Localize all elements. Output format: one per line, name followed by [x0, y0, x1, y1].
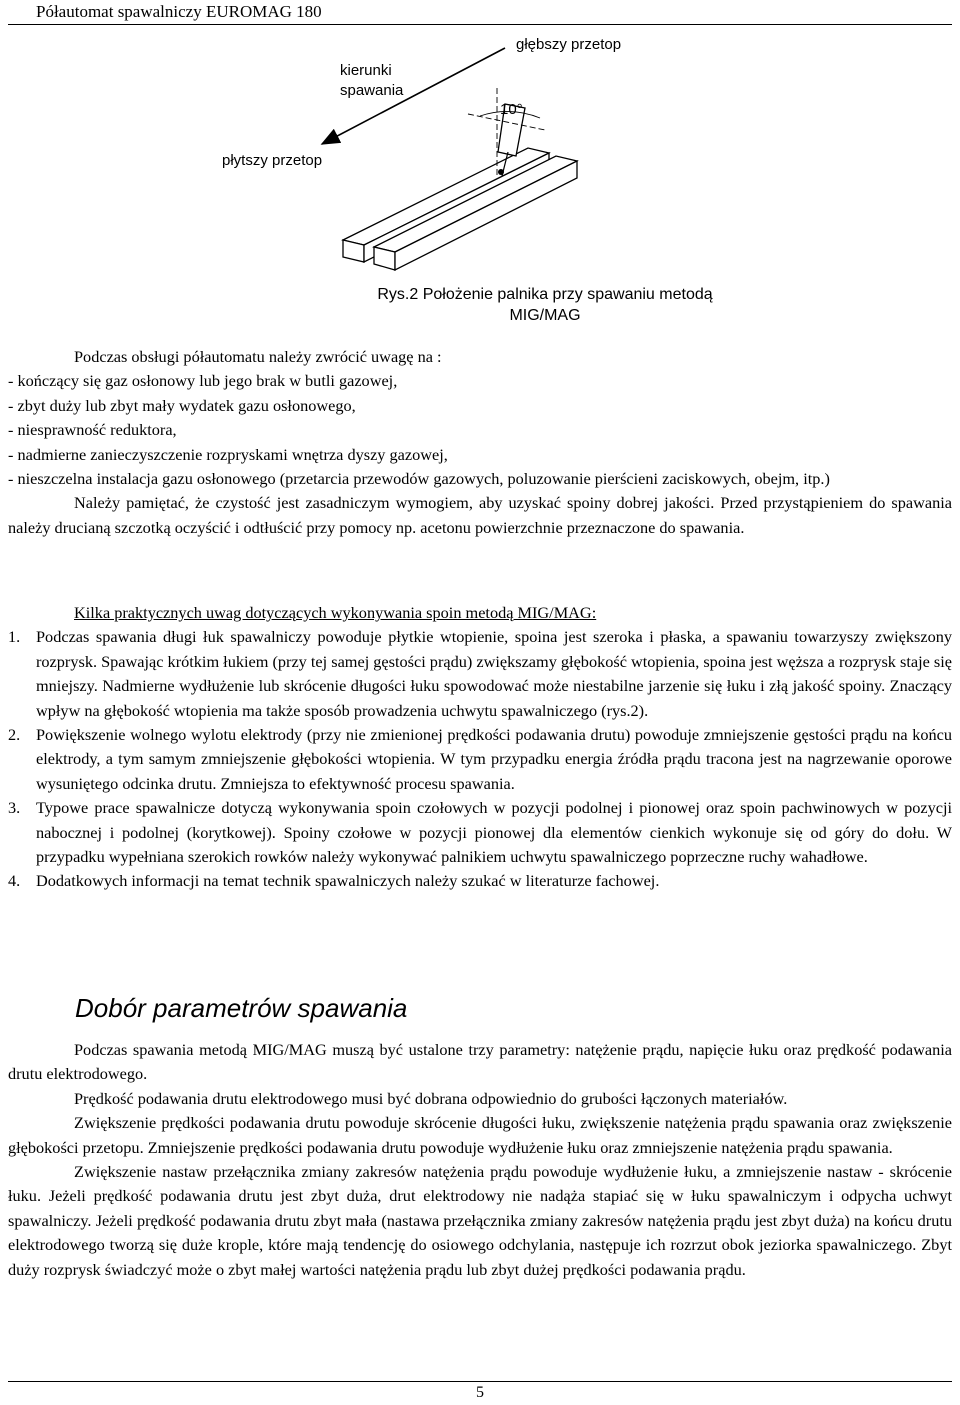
list-item: - nadmierne zanieczyszczenie rozpryskami wnętrza dyszy gazowej,	[8, 444, 448, 464]
page-number: 5	[476, 1384, 484, 1401]
list-item: - kończący się gaz osłonowy lub jego brak w butli gazowej,	[8, 371, 398, 391]
list-item: - niesprawność reduktora,	[8, 420, 177, 440]
torch-position-figure	[0, 26, 960, 306]
intro-lead: Podczas obsługi półautomatu należy zwrócić uwagę na :	[74, 347, 442, 366]
item-number: 4.	[8, 871, 21, 891]
numbered-item	[8, 796, 952, 869]
tips-heading: Kilka praktycznych uwag dotyczących wykonywania spoin metodą MIG/MAG:	[74, 603, 597, 622]
welding-plates-drawing	[0, 26, 960, 306]
numbered-item	[8, 869, 952, 893]
intro-block	[8, 345, 952, 540]
numbered-item	[8, 723, 952, 796]
item-number: 3.	[8, 798, 21, 818]
item-text: Typowe prace spawalnicze dotyczą wykonywania spoin czołowych w pozycji podolnej i pionowej oraz spoin pachwinowych w pozycji nabocznej i podolnej (korytkowej). Spoiny czołowe w pozycji pionowej dla elementów cienkich wykonuje się od góry do dołu. W przypadku wypełniana szerokich rowków należy wykonywać palnikiem uchwytu spawalniczego poprzeczne ruchy wahadłowe.	[36, 798, 952, 867]
parameters-paragraph: Prędkość podawania drutu elektrodowego musi być dobrana odpowiednio do grubości łączonych materiałów.	[74, 1088, 788, 1108]
figure-caption	[0, 284, 960, 326]
parameters-block	[8, 1038, 952, 1282]
numbered-item	[8, 625, 952, 723]
running-header-title: Półautomat spawalniczy EUROMAG 180	[36, 2, 322, 21]
list-item: - nieszczelna instalacja gazu osłonowego (przetarcia przewodów gazowych, poluzowanie pierścieni zaciskowych, obejm, itp.)	[8, 469, 830, 489]
parameters-paragraph: Zwiększenie nastaw przełącznika zmiany zakresów natężenia prądu powoduje wydłużenie łuku, a zmniejszenie nastaw - skrócenie łuku. Jeżeli prędkość podawania drutu jest zbyt duża, drut elektrodowy nie nadąża stapiać się w łuku spawalniczym i odpycha uchwyt spawalniczy. Jeżeli prędkość podawania drutu zbyt mała (nastawa przełącznika zmiany zakresów natężenia prądu jest zbyt duża) na końcu drutu elektrodowego tworzą się duże krople, które mają tendencję do osiowego odchylania, następuje ich rozrzut obok jeziorka spawalniczego. Zbyt duży rozprysk świadczyć może o zbyt małej wartości natężenia prądu lub zbyt dużej prędkości podawania prądu.	[8, 1162, 952, 1279]
shallower-penetration-label: płytszy przetop	[222, 152, 323, 169]
parameters-paragraph: Zwiększenie prędkości podawania drutu powoduje skrócenie długości łuku, zwiększenie natężenia prądu spawania oraz zwiększenie głębokości przetopu. Zmniejszenie prędkości podawania drutu powoduje wydłużenie łuku oraz zmniejszenie natężenia prądu spawania.	[8, 1113, 952, 1157]
welding-direction-label-2: spawania	[340, 82, 404, 99]
item-text: Dodatkowych informacji na temat technik spawalniczych należy szukać w literaturze fachowej.	[36, 871, 660, 891]
item-number: 1.	[8, 627, 21, 647]
parameters-paragraph: Podczas spawania metodą MIG/MAG muszą być ustalone trzy parametry: natężenie prądu, napięcie łuku oraz prędkość podawania drutu elektrodowego.	[8, 1040, 952, 1084]
footer-divider	[8, 1381, 952, 1382]
section-heading: Dobór parametrów spawania	[75, 993, 408, 1023]
tips-block	[8, 601, 952, 894]
item-text: Podczas spawania długi łuk spawalniczy powoduje płytkie wtopienie, spoina jest szeroka i płaska, a spawaniu towarzyszy zwiększony rozprysk. Spawając krótkim łukiem (przy tej samej gęstości prądu) zwiększamy głębokość wtopienia, spoina jest węższa a rozprysk staje się mniejszy. Nadmierne wydłużenie lub skrócenie długości łuku spowodować może niestabilne jarzenie się łuku i złą jakość spoiny. Znaczący wpływ na głębokość wtopienia ma także sposób prowadzenia uchwytu spawalniczego (rys.2).	[36, 627, 952, 720]
deeper-penetration-label: głębszy przetop	[516, 36, 622, 53]
item-text: Powiększenie wolnego wylotu elektrody (przy nie zmienionej prędkości podawania drutu) powoduje zmniejszenie gęstości prądu na końcu elektrody, a tym samym zmniejszenie głębokości wtopienia. W tym przypadku energia źródła prądu tracona jest na nagrzewanie oporowe wysuniętego odcinka drutu. Zmniejsza to efektywność procesu spawania.	[36, 725, 952, 793]
figure-caption-line-2: MIG/MAG	[509, 307, 581, 324]
angle-label: 10°	[500, 101, 523, 118]
figure-caption-line-1: Rys.2 Położenie palnika przy spawaniu metodą	[377, 286, 713, 303]
header-divider	[8, 24, 952, 25]
list-item: - zbyt duży lub zbyt mały wydatek gazu osłonowego,	[8, 395, 356, 415]
welding-direction-label-1: kierunki	[340, 62, 392, 79]
cleanliness-paragraph: Należy pamiętać, że czystość jest zasadniczym wymogiem, aby uzyskać spoiny dobrej jakości. Przed przystąpieniem do spawania należy drucianą szczotką oczyścić i odtłuścić przy pomocy np. acetonu powierzchnie przeznaczone do spawania.	[8, 493, 952, 537]
item-number: 2.	[8, 725, 21, 745]
